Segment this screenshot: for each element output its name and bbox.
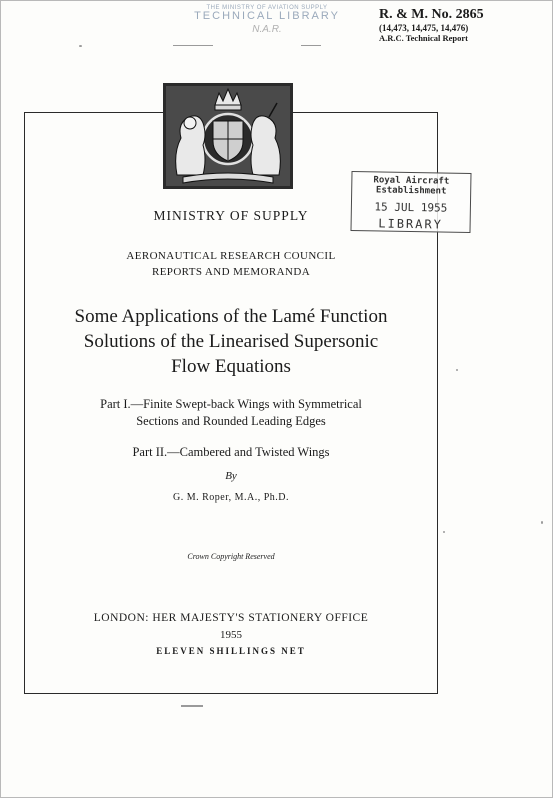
publication-year: 1955 [220,629,242,641]
ministry-heading: MINISTRY OF SUPPLY [153,208,309,223]
price-line: ELEVEN SHILLINGS NET [156,646,306,656]
rae-stamp-library: LIBRARY [378,216,444,232]
stamp-small-text: THE MINISTRY OF AVIATION SUPPLY [206,5,328,11]
council-line: AERONAUTICAL RESEARCH COUNCIL [126,250,336,262]
scan-speck [443,531,445,533]
report-reference [379,7,484,43]
royal-coat-of-arms-icon [163,83,293,189]
publisher-line: LONDON: HER MAJESTY'S STATIONERY OFFICE [93,612,369,624]
council-heading [24,248,438,280]
scan-speck [541,521,543,524]
report-number: R. & M. No. 2865 [379,7,484,22]
series-line: REPORTS AND MEMORANDA [151,266,311,278]
part-one-line-1: Part I.—Finite Swept-back Wings with Symmetrical [100,397,362,411]
part-one-line-2: Sections and Rounded Leading Edges [136,414,326,428]
rae-stamp-org: Royal Aircraft Establishment [373,175,450,197]
scan-speck [181,705,203,707]
document-title [24,304,438,379]
scan-speck [79,45,82,47]
author-name: G. M. Roper, M.A., Ph.D. [172,492,290,503]
title-line-1: Some Applications of the Lamé Function [74,306,388,327]
title-line-3: Flow Equations [171,356,291,377]
by-label: By [225,470,237,482]
title-line-2: Solutions of the Linearised Supersonic [83,331,379,352]
report-sub-numbers: (14,473, 14,475, 14,476) [379,23,469,33]
handwritten-note: N.A.R. [252,24,282,35]
rae-stamp-date: 15 JUL 1955 [374,200,448,215]
part-two-subtitle: Part II.—Cambered and Twisted Wings [132,445,330,459]
scan-speck [173,45,213,46]
part-one-subtitle [24,396,438,430]
technical-library-stamp [187,5,347,35]
copyright-notice: Crown Copyright Reserved [187,552,275,561]
stamp-library-text: TECHNICAL LIBRARY [194,10,340,22]
arc-label: A.R.C. Technical Report [379,33,469,43]
scan-speck [456,369,458,371]
scan-speck [301,45,321,46]
